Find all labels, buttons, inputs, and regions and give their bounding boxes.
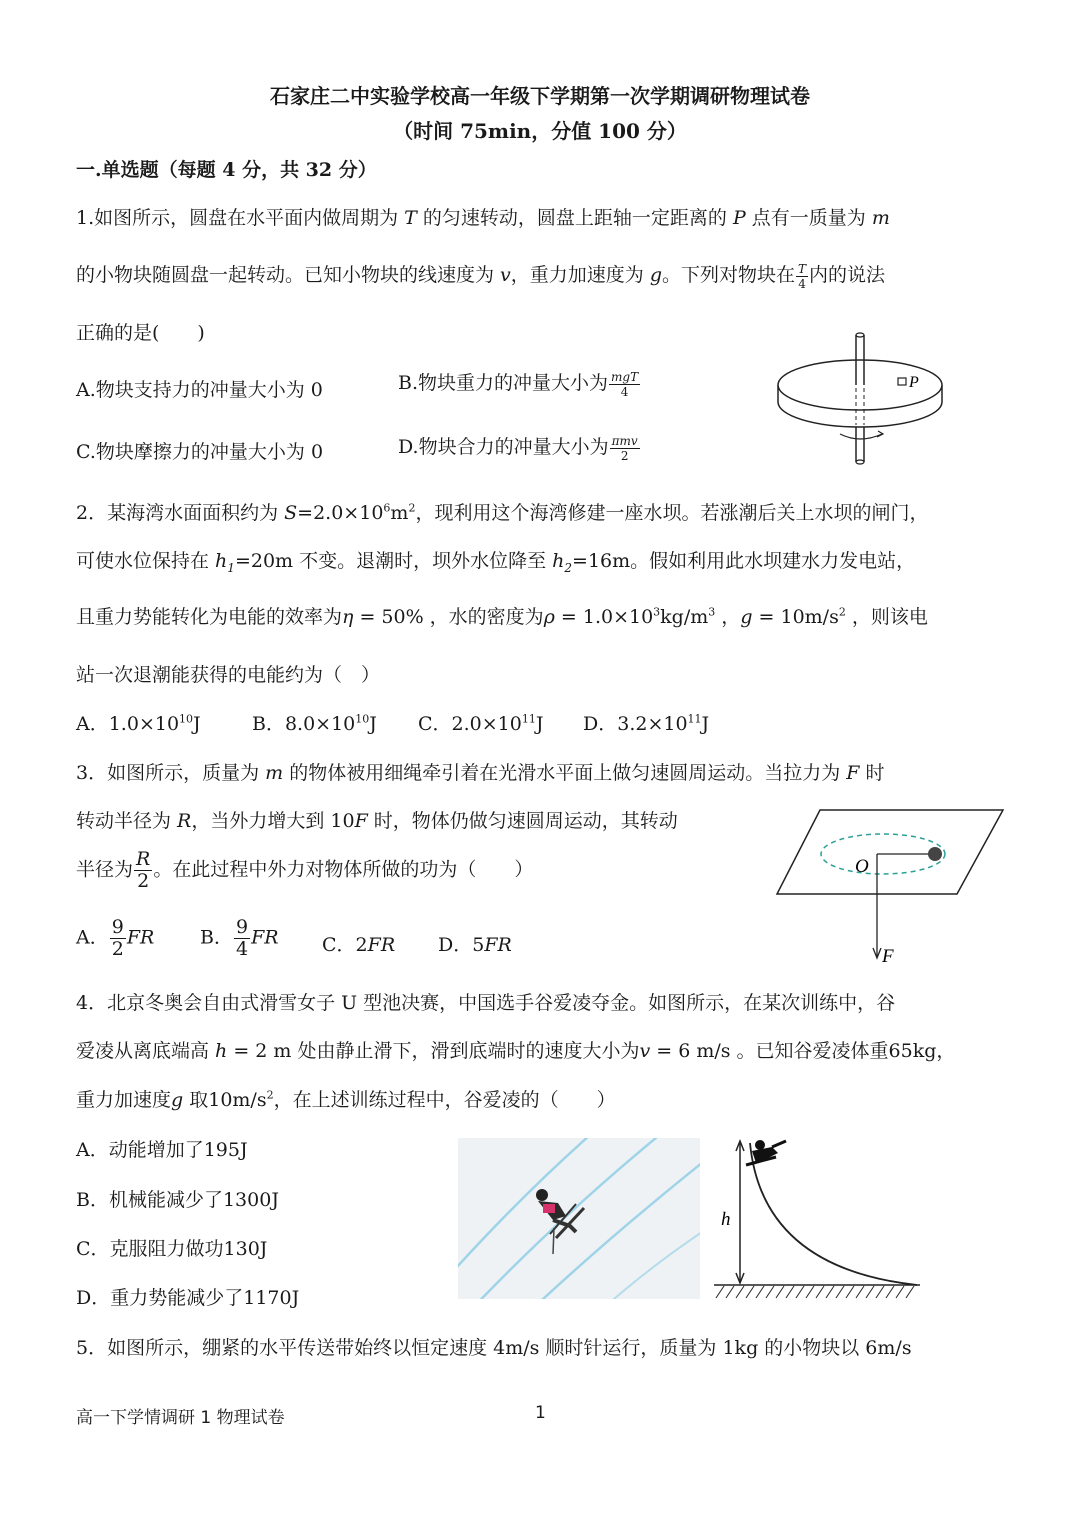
q2-option-c: C．$2.0\times 10^{11}J$ bbox=[418, 712, 544, 735]
fraction-t-over-4: $\frac{T}{4}$ bbox=[798, 261, 807, 291]
q4-option-a: A．动能增加了195J bbox=[76, 1139, 248, 1161]
q4-line-1: 4．北京冬奥会自由式滑雪女子 U 型池决赛，中国选手谷爱凌夺金。如图所示，在某次训练中，谷 bbox=[76, 992, 896, 1014]
q2-line-2: 可使水位保持在 $h_1=20m$ 不变。退潮时，坝外水位降至 $h_2=16m$。假如利用此水坝建水力发电站， bbox=[76, 550, 916, 575]
q3-option-c: C．2FR bbox=[322, 934, 396, 956]
ball bbox=[928, 847, 942, 861]
q3-line-3: 半径为 $\frac{R}{2}$ 。在此过程中外力对物体所做的功为（ ） bbox=[76, 848, 534, 892]
q2-option-d: D．$3.2\times 10^{11}J$ bbox=[583, 712, 710, 735]
q4-line-2: 爱凌从离底端高 h = 2 m 处由静止滑下，滑到底端时的速度大小为v = 6 m/s 。已知谷爱凌体重65kg， bbox=[76, 1040, 956, 1062]
center-o-label: O bbox=[855, 856, 869, 877]
q4-option-b: B．机械能减少了1300J bbox=[76, 1189, 279, 1211]
section-heading: 一.单选题（每题 4 分，共 32 分） bbox=[76, 159, 377, 181]
slope-diagram bbox=[712, 1133, 924, 1305]
q3-option-d: D．5FR bbox=[438, 934, 512, 956]
q5-line-1: 5．如图所示，绷紧的水平传送带始终以恒定速度 4m/s 顺时针运行，质量为 1kg 的小物块以 6m/s bbox=[76, 1337, 912, 1359]
q1-option-b: B.物块重力的冲量大小为 $\frac{\text{mgT}}{4}$ bbox=[398, 369, 639, 399]
q1-option-c: C.物块摩擦力的冲量大小为 0 bbox=[76, 441, 324, 463]
q4-option-c: C．克服阻力做功130J bbox=[76, 1238, 268, 1260]
horizontal-plane bbox=[777, 810, 1003, 894]
height-h-label: h bbox=[721, 1209, 731, 1230]
q1-line-1: 1.如图所示，圆盘在水平面内做周期为 T 的匀速转动，圆盘上距轴一定距离的 P 点有一质量为 m bbox=[76, 207, 890, 229]
q2-line-1: 2．某海湾水面面积约为 $S=2.0\times 10^6m^2$，现利用这个海湾修建一座水坝。若涨潮后关上水坝的闸门， bbox=[76, 501, 929, 524]
q1-option-a: A.物块支持力的冲量大小为 0 bbox=[76, 379, 323, 401]
q3-option-b: B． $\frac{9}{4}$ FR bbox=[200, 916, 279, 960]
point-p-label: P bbox=[909, 374, 919, 391]
q4-option-d: D．重力势能减少了1170J bbox=[76, 1287, 300, 1309]
page-number: 1 bbox=[535, 1403, 546, 1423]
q2-option-b: B．$8.0\times 10^{10}J$ bbox=[252, 712, 377, 735]
q2-line-3: 且重力势能转化为电能的效率为η = 50% ，水的密度为$\rho = 1.0\times 10^3kg/m^3$ ，$g = 10m/s^2$ ，则该电 bbox=[76, 605, 928, 628]
q3-option-a: A． $\frac{9}{2}$ FR bbox=[76, 916, 155, 960]
q3-line-1: 3．如图所示，质量为 m 的物体被用细绳牵引着在光滑水平面上做匀速圆周运动。当拉力为 F 时 bbox=[76, 762, 885, 784]
q2-line-4: 站一次退潮能获得的电能约为（ ） bbox=[76, 664, 381, 686]
halfpipe-skier-photo bbox=[458, 1138, 700, 1299]
q1-line-3: 正确的是( ) bbox=[76, 322, 205, 344]
q1-line-2: 的小物块随圆盘一起转动。已知小物块的线速度为 v，重力加速度为 g。下列对物块在 $\frac{T}{4}$ 内的说法 bbox=[76, 261, 886, 291]
q4-line-3: 重力加速度g 取$10m/s^2$，在上述训练过程中，谷爱凌的（ ） bbox=[76, 1088, 616, 1111]
q3-line-2: 转动半径为 R，当外力增大到 10F 时，物体仍做匀速圆周运动，其转动 bbox=[76, 810, 678, 832]
exam-title: 石家庄二中实验学校高一年级下学期第一次学期调研物理试卷 bbox=[270, 84, 810, 108]
q1-option-d: D.物块合力的冲量大小为 $\frac{\text{πmv}}{2}$ bbox=[398, 433, 638, 463]
curved-slope bbox=[750, 1143, 917, 1285]
q2-option-a: A．$1.0\times 10^{10}J$ bbox=[76, 712, 201, 735]
footer-label: 高一下学情调研 1 物理试卷 bbox=[76, 1408, 285, 1428]
exam-subtitle: （时间 75min，分值 100 分） bbox=[393, 119, 687, 143]
circular-motion-figure bbox=[775, 808, 1005, 968]
force-f-label: F bbox=[882, 946, 894, 967]
rotating-disk-figure bbox=[770, 330, 985, 470]
